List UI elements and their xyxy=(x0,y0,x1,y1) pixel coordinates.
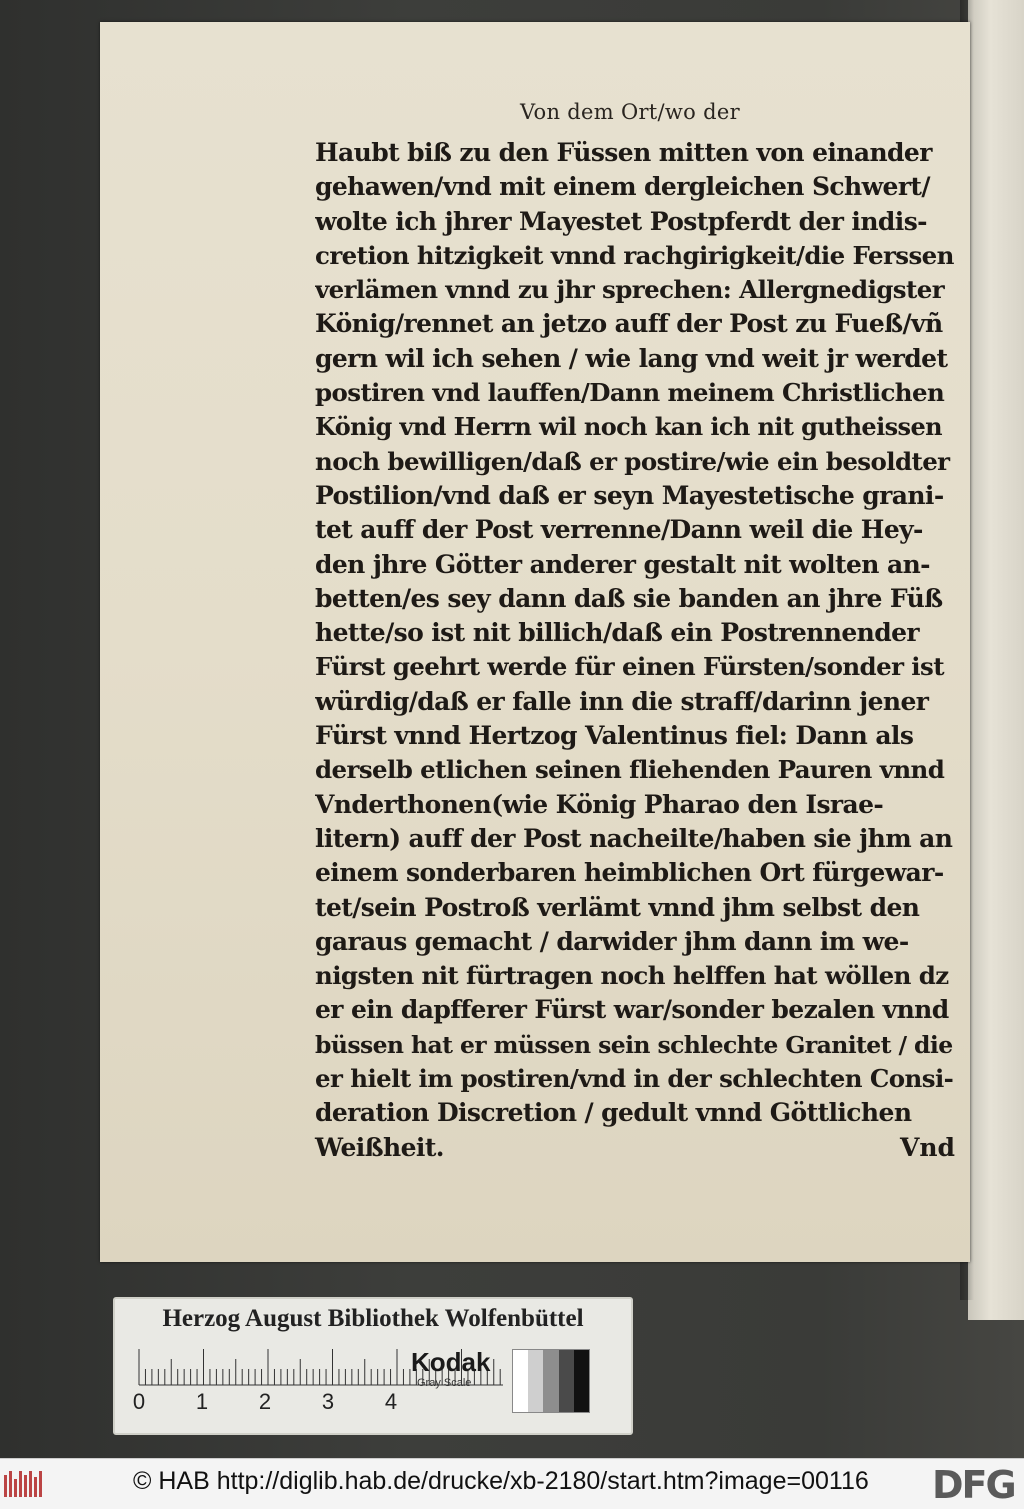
text-line: betten/es sey dann daß sie banden an jhre Füß xyxy=(315,583,943,613)
text-line: König vnd Herrn wil noch kan ich nit gutheissen xyxy=(315,412,942,442)
text-line: Postilion/vnd daß er seyn Mayestetische grani- xyxy=(315,480,944,510)
text-line: postiren vnd lauffen/Dann meinem Christlichen xyxy=(315,378,945,408)
dfg-logo: DFG xyxy=(932,1463,1015,1507)
text-line: Fürst vnnd Hertzog Valentinus fiel: Dann als xyxy=(315,721,914,751)
ruler-number: 3 xyxy=(321,1389,335,1414)
barcode-bar xyxy=(14,1479,17,1497)
barcode-bar xyxy=(39,1471,42,1497)
text-line: litern) auff der Post nacheilte/haben sie jhm an xyxy=(315,823,953,853)
text-line: wolte ich jhrer Mayestet Postpferdt der indis- xyxy=(315,206,927,236)
barcode-bar xyxy=(19,1471,22,1497)
barcode-bar xyxy=(4,1475,7,1497)
gray-patch xyxy=(528,1350,543,1412)
gray-scale-patches xyxy=(512,1349,590,1413)
text-line: Vnderthonen(wie König Pharao den Israe- xyxy=(315,789,884,819)
last-line-row xyxy=(315,1131,955,1165)
barcode-bar xyxy=(29,1471,32,1497)
page-text-block xyxy=(315,136,955,1165)
barcode-bar xyxy=(9,1471,12,1497)
text-line: cretion hitzigkeit vnnd rachgirigkeit/die Ferssen xyxy=(315,240,954,270)
gray-patch xyxy=(513,1350,528,1412)
hab-barcode-icon xyxy=(4,1471,48,1497)
gray-patch xyxy=(559,1350,574,1412)
gray-patch xyxy=(543,1350,558,1412)
text-line: tet/sein Postroß verlämt vnnd jhm selbst den xyxy=(315,892,920,922)
ruler-number: 4 xyxy=(384,1389,398,1414)
barcode-bar xyxy=(34,1477,37,1497)
text-line: König/rennet an jetzo auff der Post zu Fueß/vñ xyxy=(315,309,943,339)
text-line: er hielt im postiren/vnd in der schlechten Consi- xyxy=(315,1064,954,1094)
last-text-line: Weißheit. xyxy=(315,1132,444,1162)
catchword: Vnd xyxy=(899,1132,955,1162)
text-line: den jhre Götter anderer gestalt nit wolten an- xyxy=(315,549,930,579)
ruler-number: 1 xyxy=(195,1389,209,1414)
ruler-number: 2 xyxy=(258,1389,272,1414)
text-line: büssen hat er müssen sein schlechte Granitet / die xyxy=(315,1030,953,1059)
text-line: noch bewilligen/daß er postire/wie ein besoldter xyxy=(315,446,950,476)
text-line: gehawen/vnd mit einem dergleichen Schwert/ xyxy=(315,172,930,202)
library-name: Herzog August Bibliothek Wolfenbüttel xyxy=(162,1305,584,1332)
text-line: derselb etlichen seinen fliehenden Pauren vnnd xyxy=(315,755,945,785)
text-line: gern wil ich sehen / wie lang vnd weit jr werdet xyxy=(315,343,948,373)
ruler-numbers xyxy=(131,1389,511,1419)
text-line: tet auff der Post verrenne/Dann weil die Hey- xyxy=(315,515,923,545)
kodak-logo: Kodak xyxy=(411,1347,491,1377)
source-url[interactable]: © HAB http://diglib.hab.de/drucke/xb-2180/start.htm?image=00116 xyxy=(133,1467,869,1495)
text-line: deration Discretion / gedult vnnd Göttlichen xyxy=(315,1098,912,1128)
ruler-number: 0 xyxy=(132,1389,146,1414)
text-line: würdig/daß er falle inn die straff/darinn jener xyxy=(315,686,929,716)
text-line: nigsten nit fürtragen noch helffen hat wöllen dz xyxy=(315,961,949,991)
next-leaf-edge xyxy=(968,0,1024,1320)
barcode-bar xyxy=(24,1475,27,1497)
text-line: verlämen vnnd zu jhr sprechen: Allergnedigster xyxy=(315,275,945,305)
text-line: hette/so ist nit billich/daß ein Postrennender xyxy=(315,618,919,648)
text-line: Haubt biß zu den Füssen mitten von einander xyxy=(315,138,932,167)
text-line: Fürst geehrt werde für einen Fürsten/sonder ist xyxy=(315,652,944,682)
text-line: garaus gemacht / darwider jhm dann im we- xyxy=(315,926,909,956)
viewer-footer xyxy=(0,1458,1024,1509)
text-line: er ein dapfferer Fürst war/sonder bezalen vnnd xyxy=(315,995,949,1025)
gray-scale-label: Gray Scale xyxy=(417,1377,472,1389)
book-page xyxy=(100,22,970,1262)
text-line: einem sonderbaren heimblichen Ort fürgewar- xyxy=(315,858,944,888)
running-header: Von dem Ort/wo der xyxy=(520,100,740,124)
color-scale-card xyxy=(113,1297,633,1435)
gray-patch xyxy=(574,1350,589,1412)
